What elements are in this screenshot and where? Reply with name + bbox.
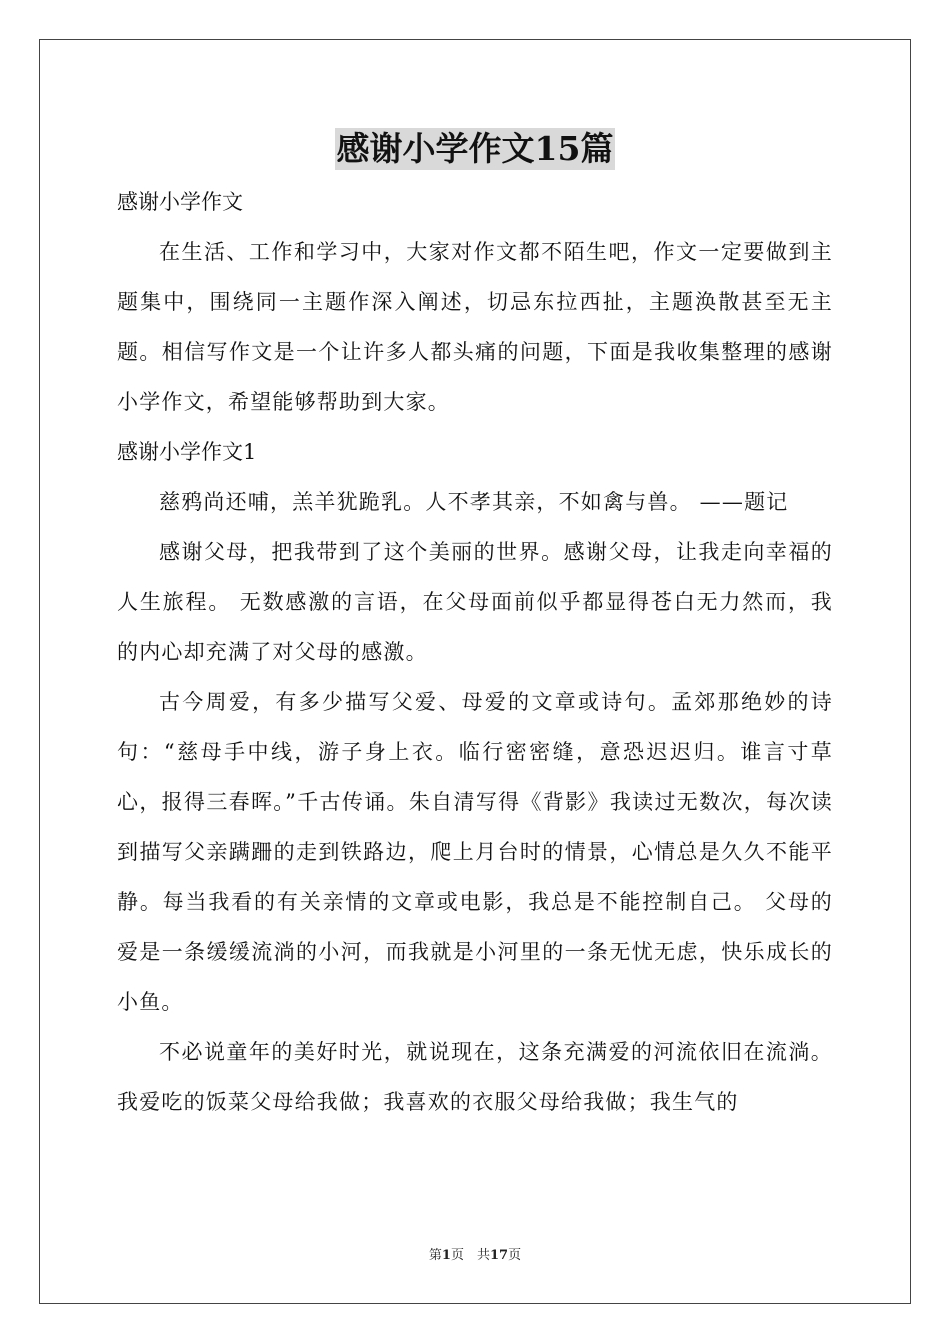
paragraph: 古今周爱，有多少描写父爱、母爱的文章或诗句。孟郊那绝妙的诗句：“慈母手中线，游子身上衣。临行密密缝，意恐迟迟归。谁言寸草心，报得三春晖。”千古传诵。朱自清写得《背影》我读过无数次，每次读到描写父亲蹒跚的走到铁路边，爬上月台时的情景，心情总是久久不能平静。每当我看的有关亲情的文章或电影，我总是不能控制自己。 父母的爱是一条缓缓流淌的小河，而我就是小河里的一条无忧无虑，快乐成长的小鱼。 xyxy=(117,690,833,1014)
section-heading: 感谢小学作文 xyxy=(117,190,243,214)
page-number-suffix: 页 xyxy=(508,1248,522,1263)
paragraph: 慈鸦尚还哺，羔羊犹跪乳。人不孝其亲，不如禽与兽。 ——题记 xyxy=(159,490,789,514)
page-footer xyxy=(0,1244,950,1263)
paragraph: 在生活、工作和学习中，大家对作文都不陌生吧，作文一定要做到主题集中，围绕同一主题作深入阐述，切忌东拉西扯，主题涣散甚至无主题。相信写作文是一个让许多人都头痛的问题，下面是我收集整理的感谢小学作文，希望能够帮助到大家。 xyxy=(117,240,833,414)
page-number-total: 17 xyxy=(489,1248,509,1263)
paragraph: 不必说童年的美好时光，就说现在，这条充满爱的河流依旧在流淌。我爱吃的饭菜父母给我做；我喜欢的衣服父母给我做；我生气的 xyxy=(117,1040,833,1114)
page-number-prefix: 第 xyxy=(428,1248,442,1263)
page-number-mid: 页 共 xyxy=(450,1248,490,1263)
section-heading: 感谢小学作文1 xyxy=(117,440,257,464)
document-body xyxy=(117,177,833,1127)
title-wrap xyxy=(0,128,950,170)
page-number-current: 1 xyxy=(441,1248,451,1263)
paragraph: 感谢父母，把我带到了这个美丽的世界。感谢父母，让我走向幸福的人生旅程。 无数感激的言语，在父母面前似乎都显得苍白无力然而，我的内心却充满了对父母的感激。 xyxy=(117,540,833,664)
document-title: 感谢小学作文15篇 xyxy=(336,129,614,168)
